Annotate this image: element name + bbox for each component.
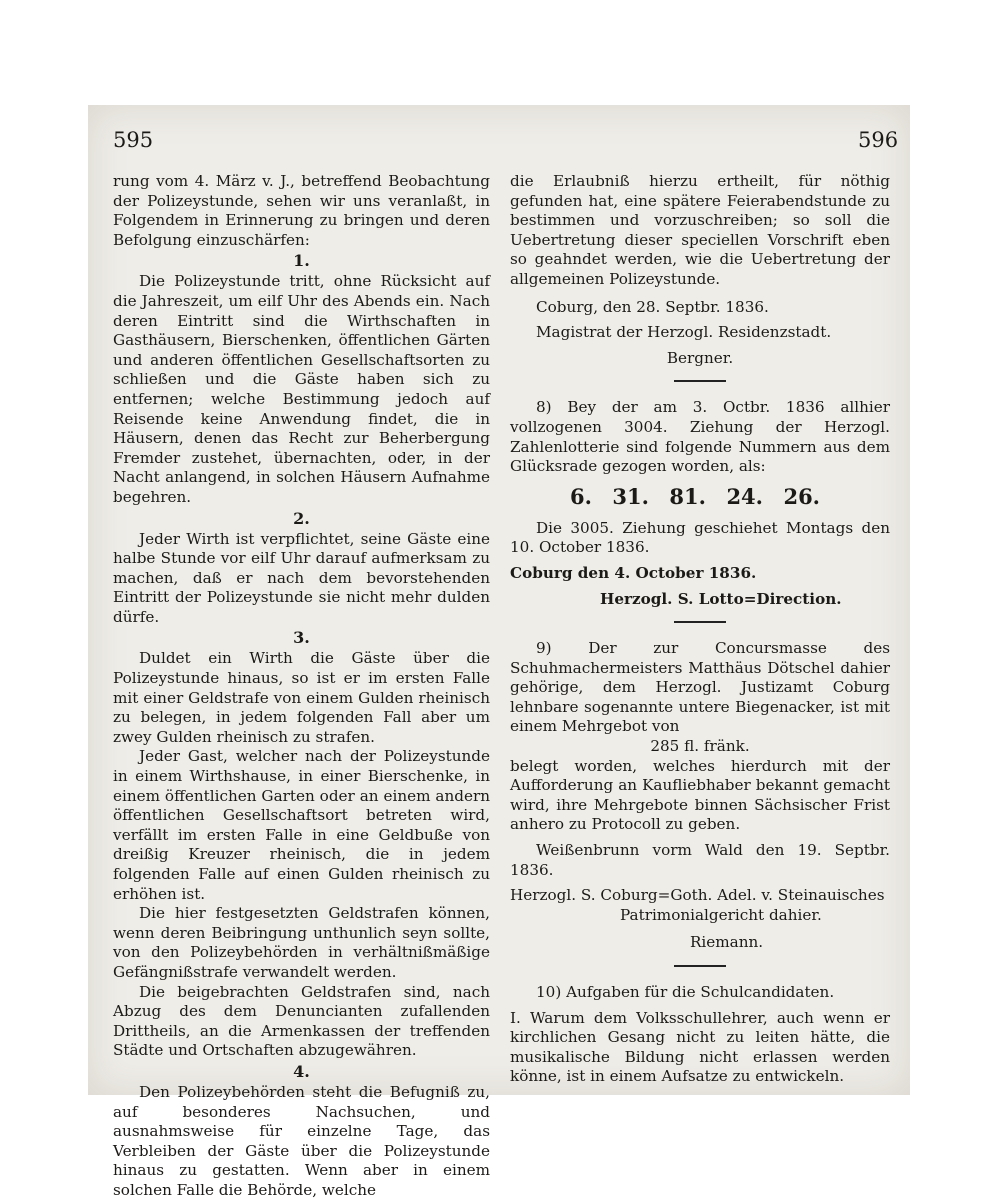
section-number-2: 2. (293, 508, 310, 528)
bid-amount: 285 fl. fränk. (650, 737, 750, 756)
section-divider-3 (674, 965, 726, 967)
section-3-paragraph-4: Die beigebrachten Geldstrafen sind, nach Abzug des dem Denuncianten zufallenden Drittheils, an die Armenkassen der treffenden Städte und Ortschaften abzugewähren. (113, 982, 490, 1060)
lottery-announcement: 8) Bey der am 3. Octbr. 1836 allhier vollzogenen 3004. Ziehung der Herzogl. Zahlenlotterie sind folgende Nummern aus dem Glücksrade gezogen worden, als: (510, 398, 890, 476)
lottery-number: 24. (726, 483, 763, 509)
court-signer: Riemann. (690, 933, 764, 952)
candidates-heading: 10) Aufgaben für die Schulcandidaten. (536, 983, 835, 1001)
court-date: Weißenbrunn vorm Wald den 19. Septbr. 1836. (510, 841, 890, 879)
section-divider-1 (674, 380, 726, 382)
intro-paragraph: rung vom 4. März v. J., betreffend Beobachtung der Polizeystunde, sehen wir uns veranlaßt, in Folgendem in Erinnerung zu bringen und deren Befolgung einzuschärfen: (113, 172, 490, 249)
auction-notice-continued: belegt worden, welches hierdurch mit der Aufforderung an Kaufliebhaber bekannt gemacht wird, ihre Mehrgebote binnen Sächsischer Frist anhero zu Protocoll zu geben. (510, 756, 890, 834)
candidates-question-1: I. Warum dem Volksschullehrer, auch wenn er kirchlichen Gesang nicht zu leiten hätte, die musikalische Bildung nicht erlassen werden könne, ist in einem Aufsatze zu entwickeln. (510, 1008, 890, 1086)
section-divider-2 (674, 621, 726, 623)
section-2-text: Jeder Wirth ist verpflichtet, seine Gäste eine halbe Stunde vor eilf Uhr darauf aufmerksam zu machen, daß er nach dem bevorstehenden Eintritt der Polizeystunde sie nicht mehr dulden dürfe. (113, 529, 490, 626)
court-issuer-line-1: Herzogl. S. Coburg=Goth. Adel. v. Steinauisches (510, 886, 885, 905)
lottery-number: 6. (570, 483, 592, 509)
continuation-paragraph: die Erlaubniß hierzu ertheilt, für nöthig gefunden hat, eine spätere Feierabendstunde zu bestimmen und vorzuschreiben; so soll die Uebertretung dieser speciellen Vorschrift eben so geahndet werden, wie die Uebertretung der allgemeinen Polizeystunde. (510, 172, 890, 288)
lottery-issuer: Herzogl. S. Lotto=Direction. (600, 589, 842, 608)
section-number-1: 1. (293, 251, 310, 271)
lottery-date: Coburg den 4. October 1836. (510, 563, 757, 582)
magistrat-signer: Bergner. (666, 348, 734, 367)
lottery-number: 26. (783, 483, 820, 509)
next-draw-notice: Die 3005. Ziehung geschiehet Montags den 10. October 1836. (510, 518, 890, 557)
section-3-paragraph-1: Duldet ein Wirth die Gäste über die Polizeystunde hinaus, so ist er im ersten Falle mit einer Geldstrafe von einem Gulden rheinisch zu belegen, in jedem folgenden Fall aber um zwey Gulden rheinisch zu strafen. (113, 649, 490, 746)
magistrat-date: Coburg, den 28. Septbr. 1836. (536, 297, 769, 316)
section-3-paragraph-3: Die hier festgesetzten Geldstrafen können, wenn deren Beibringung unthunlich seyn sollte, von den Polizeybehörden in verhältnißmäßige Gefängnißstrafe verwandelt werden. (113, 904, 490, 981)
section-3-paragraph-2: Jeder Gast, welcher nach der Polizeystunde in einem Wirthshause, in einer Bierschenke, in einem öffentlichen Garten oder an einem andern öffentlichen Gesellschaftsort betreten wird, verfällt im ersten Falle in eine Geldbuße von dreißig Kreuzer rheinisch, die in jedem folgenden Falle auf einen Gulden rheinisch zu erhöhen ist. (113, 747, 490, 903)
court-issuer-line-2: Patrimonialgericht dahier. (620, 905, 822, 924)
auction-notice: 9) Der zur Concursmasse des Schuhmachermeisters Matthäus Dötschel dahier gehörige, dem Herzogl. Justizamt Coburg lehnbare sogenannte untere Biegenacker, ist mit einem Mehrgebot von (510, 639, 890, 736)
page-number-right: 596 (858, 128, 899, 152)
section-number-4: 4. (293, 1061, 310, 1081)
right-column (510, 172, 890, 1087)
section-number-3: 3. (293, 628, 310, 648)
left-column (113, 172, 490, 1201)
section-4-text: Den Polizeybehörden steht die Befugniß zu, auf besonderes Nachsuchen, und ausnahmsweise für einzelne Tage, das Verbleiben der Gäste über die Polizeystunde hinaus zu gestatten. Wenn aber in einem solchen Falle die Behörde, welche (113, 1082, 490, 1199)
page-number-left: 595 (113, 128, 154, 152)
magistrat-issuer: Magistrat der Herzogl. Residenzstadt. (536, 323, 832, 342)
lottery-number: 81. (669, 483, 706, 509)
lottery-numbers (570, 483, 820, 511)
lottery-number: 31. (612, 483, 649, 509)
section-1-text: Die Polizeystunde tritt, ohne Rücksicht auf die Jahreszeit, um eilf Uhr des Abends ein. Nach deren Eintritt sind die Wirthschaften in Gasthäusern, Bierschenken, öffentlichen Gärten und anderen öffentlichen Gesellschaftsorten zu schließen und die Gäste haben sich zu entfernen; welche Bestimmung jedoch auf Reisende keine Anwendung findet, die in Häusern, denen das Recht zur Beherbergung Fremder zustehet, übernachten, oder, in der Nacht anlangend, in solchen Häusern Aufnahme begehren. (113, 272, 490, 506)
